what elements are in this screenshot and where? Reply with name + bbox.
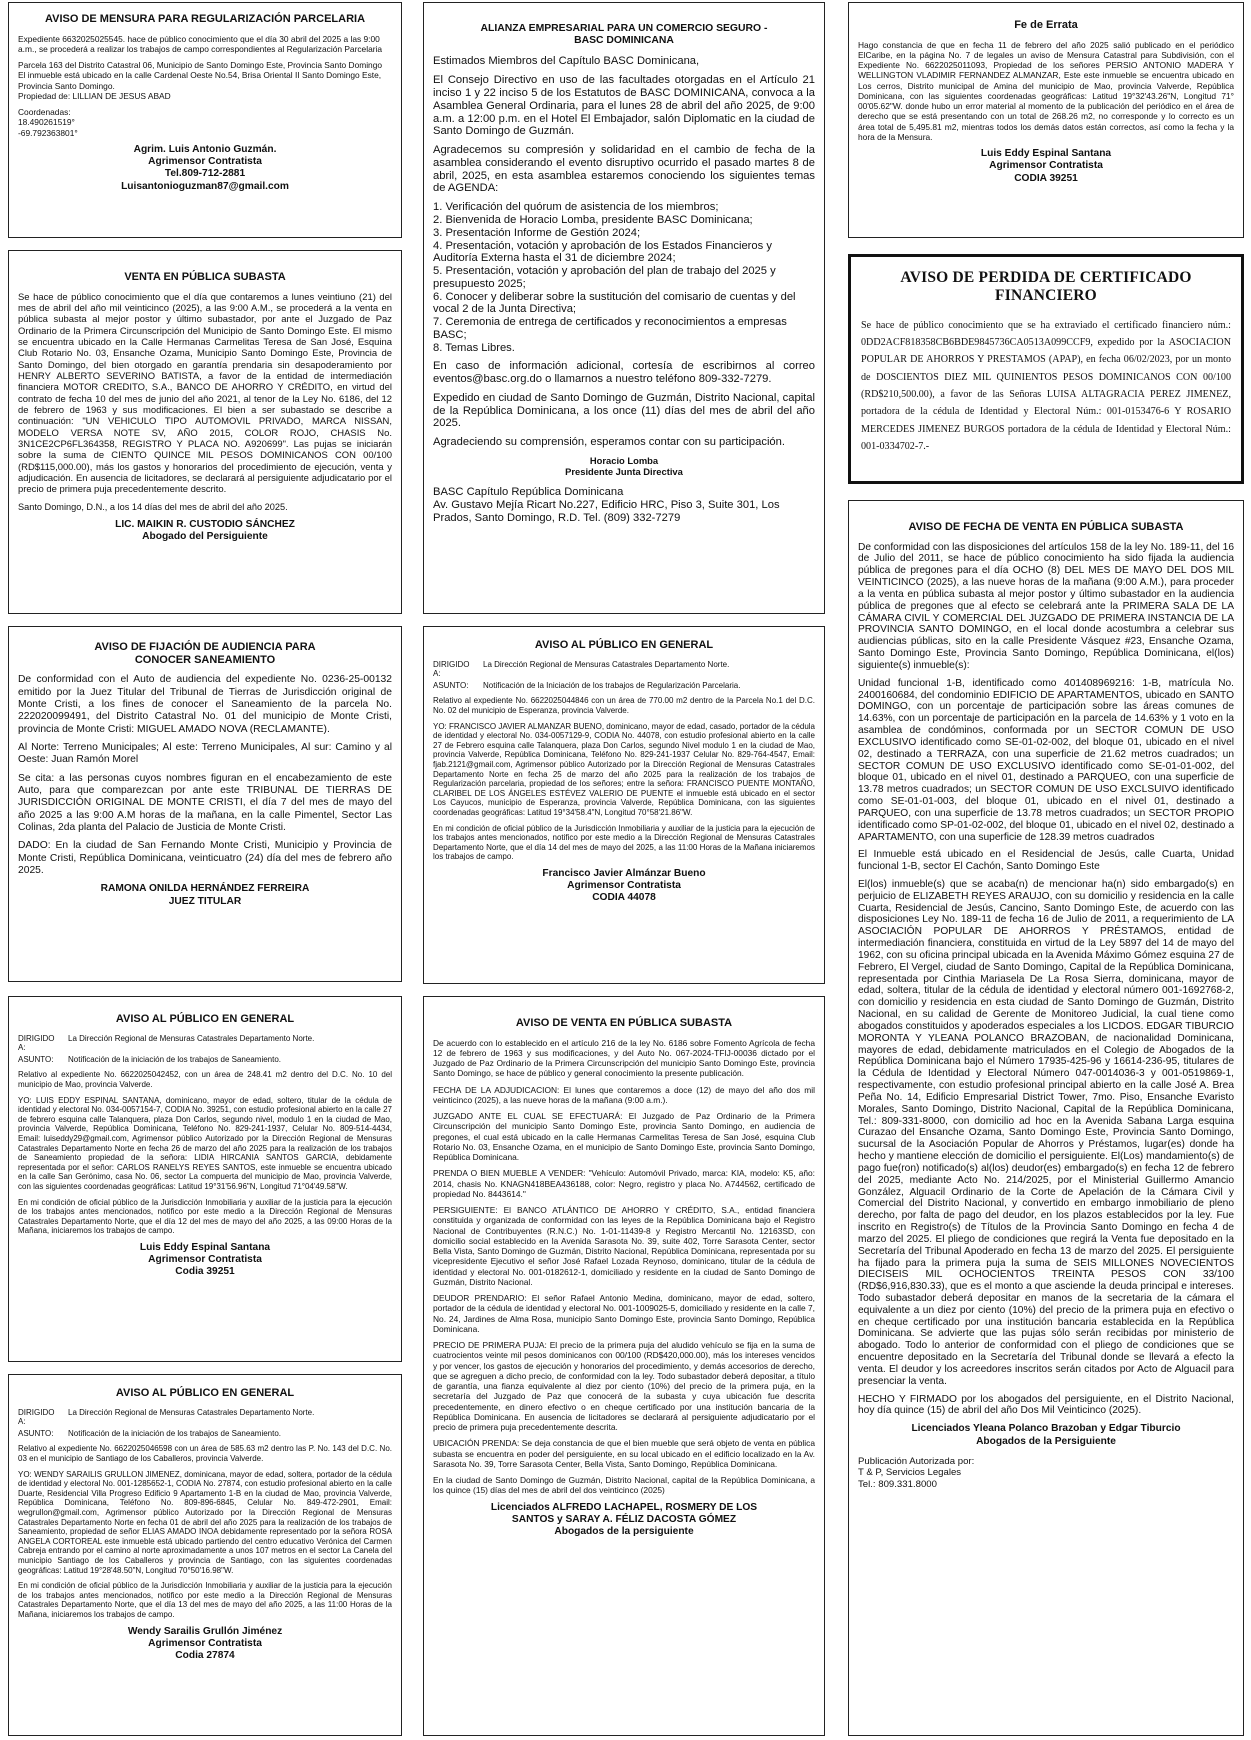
notice-paragraph: Unidad funcional 1-B, identificado como 401408969216: 1-B, matrícula No. 2400160684, del condominio EDIFICIO DE APARTAMENTOS, ubicado en SANTO DOMINGO, con un porcentaje de participación sobre las áreas comunes de 14.63%, con un porcentaje de participación en la parcela de 14.63% y 1 voto en la asamblea de condóminos, conformada por un SECTOR COMUN DE USO EXCLUSIVO identificado como SE-01-02-002, del bloque 01, ubicado en el nivel 02, destinado a TERRAZA, con una superficie de 21.62 metros cuadrados; un SECTOR COMUN DE USO EXCLUSIVO identificado como SE-01-01-002, del bloque 01, ubicado en el nivel 01, destinado a PARQUEO, con una superficie de 13.78 metros cuadrados; un SECTOR COMUN DE USO EXCLSUIVO identificado como SE-01-01-003, del bloque 01, ubicado en el nivel 01, destinado a PARQUEO, con una superficie de 13.78 metros cuadrados; un SECTOR PROPIO identificado como SP-01-02-002, del bloque 01, ubicado en el nivel 02, destinado a APARTAMENTO, con una superficie de 128.39 metros cuadrados bbox=[858, 677, 1234, 843]
notice-title: Fe de Errata bbox=[1014, 19, 1078, 31]
notice-title: AVISO DE MENSURA PARA REGULARIZACIÓN PARCELARIA bbox=[44, 13, 366, 25]
notice-paragraph: En caso de información adicional, cortesía de escribirnos al correo eventos@basc.org.do o llamarnos a nuestro teléfono 809-332-7279. bbox=[433, 360, 815, 386]
subject-label: ASUNTO: bbox=[433, 680, 469, 690]
notice-paragraph: Relativo al expediente No. 6622025044846 con un área de 770.00 m2 dentro de la Parcela No.1 del D.C. No. 02 del municipio de Esperanza, provincia Valverde. bbox=[433, 696, 815, 716]
notice-paragraph: Agradeciendo su comprensión, esperamos contar con su participación. bbox=[433, 436, 785, 449]
notice-paragraph: PRECIO DE PRIMERA PUJA: El precio de la primera puja del aludido vehículo se fija en la suma de cuatrocientos veinte mil pesos dominicanos con 00/100 (RD$420,000.00), más los intereses vencidos y por vencer, los gastos de ejecución y honorarios del procedimiento, y demás accesorios de derecho, que se agreguen a dicho precio, de conformidad con la ley. Todo subastador deberá depositar, a título de garantía, una fianza equivalente al diez por ciento (10%) del precio de la primera puja, en la secretaría del Juzgado de Paz que conocerá de la subasta y cuya ubicación fue descrita precedentemente, en dinero efectivo o en cheque certificado por una institución bancaria de la República Dominicana. En ausencia de licitadores se declarará al persiguiente adjudicatario por el precio de primera puja precedentemente descrita. bbox=[433, 1340, 815, 1433]
notice-paragraph: PRENDA O BIEN MUEBLE A VENDER: "Vehículo: Automóvil Privado, marca: KIA, modelo: K5, año: 2014, chasis No. KNAGN418BEA436188, color: Negro, registro y placa No. A744562, certificado de propiedad No. 8443614." bbox=[433, 1168, 815, 1199]
notice-title: AVISO DE FIJACIÓN DE AUDIENCIA PARA CONOCER SANEAMIENTO bbox=[94, 641, 316, 666]
subject-value: Notificación de la iniciación de los trabajos de Saneamiento. bbox=[68, 1054, 282, 1064]
notice-paragraph: El Inmueble está ubicado en el Residencial de Jesús, calle Cuarta, Unidad funcional 1-B, sector El Cachón, Santo Domingo Este bbox=[858, 849, 1234, 873]
notice-greeting: Estimados Miembros del Capítulo BASC Dominicana, bbox=[433, 54, 700, 67]
notice-signature: RAMONA ONILDA HERNÁNDEZ FERREIRA JUEZ TITULAR bbox=[100, 883, 310, 907]
notice-signature: Luis Eddy Espinal Santana Agrimensor Contratista CODIA 39251 bbox=[980, 148, 1112, 184]
notice-title: AVISO DE FECHA DE VENTA EN PÚBLICA SUBASTA bbox=[908, 521, 1184, 533]
notice-paragraph: HECHO Y FIRMADO por los abogados del persiguiente, en el Distrito Nacional, hoy día quince (15) de abril del año Dos Mil Veinticinco (2025). bbox=[858, 1393, 1234, 1417]
notice-paragraph: UBICACIÓN PRENDA: Se deja constancia de que el bien mueble que será objeto de venta en pública subasta se encuentra en poder del persiguiente, en su local ubicado en el edificio localizado en la Av. Sarasota No. 39, Torre Sarasota Center, Bella Vista, Santo Domingo, República Dominicana. bbox=[433, 1438, 815, 1469]
subject-value: Notificación de la iniciación de los trabajos de Saneamiento. bbox=[68, 1428, 282, 1438]
notice-fecha-venta-subasta bbox=[848, 500, 1244, 1736]
notice-addressee bbox=[18, 1408, 392, 1427]
notice-paragraph: PERSIGUIENTE: El BANCO ATLÁNTICO DE AHORRO Y CRÉDITO, S.A., entidad financiera constituida y organizada de conformidad con las leyes de la República Dominicana bajo el Registro Nacional de Contribuyentes (R.N.C.) No. 1-01-11439-8 y Registro Mercantil No. 12163SD, con domicilio social establecido en la Avenida Sarasota No. 39, suite 402, Torre Sarasota Center, sector Bella Vista, Santo Domingo de Guzmán, Distrito Nacional, República Dominicana, representada por su vicepresidente Ejecutivo el señor José Rafael Lozada Reynoso, dominicano, titular de la cédula de identidad y electoral No. 001-0182612-1, domiciliado y residente en la ciudad de Santo Domingo de Guzmán, Distrito Nacional. bbox=[433, 1205, 815, 1287]
notice-subject bbox=[18, 1429, 392, 1439]
notice-signature: Licenciados Yleana Polanco Brazoban y Edgar Tiburcio Abogados de la Persiguiente bbox=[911, 1423, 1181, 1447]
notice-paragraph: JUZGADO ANTE EL CUAL SE EFECTUARÁ: El Juzgado de Paz Ordinario de la Primera Circunscripción del municipio Santo Domingo Este, provincia Santo Domingo, en audiencia de pregones, el cual está ubicado en la calle Hermanas Carmelitas Teresa de San José, esquina Club Rotario No. 03, Ensanche Ozama, en el municipio de Santo Domingo Este, provincia Santo Domingo, República Dominicana. bbox=[433, 1111, 815, 1163]
notice-coordinates: Coordenadas: 18.490261519° -69.792363801° bbox=[18, 107, 78, 138]
notice-perdida-certificado bbox=[848, 254, 1244, 484]
notice-aviso-publico-esperanza bbox=[423, 626, 825, 984]
notice-aviso-publico-santiago bbox=[8, 1374, 402, 1736]
notice-venta-publica-subasta bbox=[8, 250, 402, 614]
notice-title: AVISO AL PÚBLICO EN GENERAL bbox=[115, 1387, 295, 1399]
notice-paragraph: De conformidad con las disposiciones del artículos 158 de la ley No. 189-11, del 16 de Julio del 2011, se hace de público conocimiento ha sido fijada la audiencia pública de pregones para el día OCHO (8) DEL MES DE MAYO DEL DOS MIL VEINTICINCO (2025), a las nueve horas de la mañana (9:00 A.M.), para proceder a la venta en pública subasta al mejor postor y último subastador en la audiencia pública de pregones que al efecto se celebrará ante la PRIMERA SALA DE LA CÁMARA CIVIL Y COMERCIAL DEL JUZGADO DE PRIMERA INSTANCIA DE LA PROVINCIA SANTO DOMINGO, en el local donde acostumbra a celebrar sus audiencias públicas, sito en la calle Presidente Vásquez #23, Ensanche Ozama, Santo Domingo Este, Provincia Santo Domingo, República Dominicana, el(los) siguiente(s) inmueble(s): bbox=[858, 541, 1234, 671]
notice-paragraph: FECHA DE LA ADJUDICACION: El lunes que contaremos a doce (12) de mayo del año dos mil veinticinco (2025), a las nueve horas de la mañana (9:00 a.m.). bbox=[433, 1084, 815, 1105]
notice-title: AVISO AL PÚBLICO EN GENERAL bbox=[534, 639, 714, 651]
notice-signature: Luis Eddy Espinal Santana Agrimensor Contratista Codia 39251 bbox=[139, 1241, 271, 1278]
notice-paragraph: De acuerdo con lo establecido en el artículo 216 de la ley No. 6186 sobre Fomento Agrícola de fecha 12 de febrero de 1963 y sus modificaciones, y del Auto No. 067-2024-TFIJ-00036 dictado por el Juzgado de Paz Ordinario de la Primera Circunscripción del municipio Santo Domingo Este, provincia Santo Domingo, se hace de público y general conocimiento la presente publicación. bbox=[433, 1037, 815, 1079]
notice-paragraph: YO: FRANCISCO JAVIER ALMANZAR BUENO, dominicano, mayor de edad, casado, portador de la cédula de identidad y electoral No. 034-0057129-9, CODIA No. 44078, con estudio profesional abierto en la calle 27 de Febrero esquina calle Talanquera, plaza Don Carlos, segundo Nivel modulo 1 en la ciudad de Mao, provincia Valverde, República Dominicana, Teléfono No. 829-241-1937 Celular No. 829-764-4547, Email: fjab.2121@gmail.com, Agrimensor público Autorizado por la Dirección Regional de Mensuras Catastrales Departamento Norte en fecha 25 de marzo del año 2025 para la realización de los trabajos de Regularización parcelaria, propiedad de los señores; entre la señora: FRANCISCO PUENTE MONTAÑO, CLARIBEL DE LOS ÁNGELES ESTÉVEZ VALERIO DE PUENTE el inmueble está ubicado en el sector Los Cayucos, municipio de Esperanza, provincia Valverde, República Dominicana, con las siguientes coordenadas geográficas: Latitud 19°34'58.4"N, Longitud 70°58'21.86"W. bbox=[433, 721, 815, 817]
addressee-label: DIRIGIDO A: bbox=[18, 1033, 55, 1053]
notice-addressee bbox=[433, 660, 815, 679]
addressee-value: La Dirección Regional de Mensuras Catastrales Departamento Norte. bbox=[68, 1033, 315, 1043]
notice-footer: Publicación Autorizada por: T & P, Servicios Legales Tel.: 809.331.8000 bbox=[858, 1455, 975, 1490]
notice-title: AVISO DE PERDIDA DE CERTIFICADO FINANCIERO bbox=[900, 269, 1192, 304]
notice-paragraph: DEUDOR PRENDARIO: El señor Rafael Antonio Medina, dominicano, mayor de edad, soltero, portador de la cédula de identidad y electoral No. 001-1009025-5, domiciliado y residente en la calle 7, No. 24, Jardines de Alma Rosa, municipio Santo Domingo Este, provincia Santo Domingo, República Dominicana. bbox=[433, 1293, 815, 1334]
notice-paragraph: Expedido en ciudad de Santo Domingo de Guzmán, Distrito Nacional, capital de la República Dominicana, a los once (11) días del mes de abril del año 2025. bbox=[433, 391, 815, 430]
notice-paragraph: En mi condición de oficial público de la Jurisdicción Inmobiliaria y auxiliar de la justicia para la ejecución de los trabajos antes mencionados, notifico por este medio a la Dirección Regional de Mensuras Catastrales Departamento Norte, que el día 13 del mes de mayo del año 2025, a las 11:00 Horas de la Mañana, iniciaremos los trabajos de campo. bbox=[18, 1581, 392, 1619]
notice-paragraph: Se hace de público conocimiento que el día que contaremos a lunes veintiuno (21) del mes de abril del año mil veinticinco (2025), a las 9:00 A.M., se procederá a la venta en pública subasta al mejor postor y último subastador, por ante el Juzgado de Paz Ordinario de la Primera Circunscripción del Municipio de Santo Domingo Este. El mismo se encuentra ubicado en la Calle Hermanas Carmelitas Teresa de San José, Esquina Club Rotario No. 03, Ensanche Ozama, Municipio Santo Domingo Este, Provincia de Santo Domingo, del bien otorgado en garantía prendaria sin desapoderamiento por HENRY ALBERTO SEVERINO BATISTA, a favor de la entidad de intermediación financiera MOTOR CREDITO, S.A., BANCO DE AHORRO Y CRÉDITO, en virtud del contrato de fecha 10 del mes de junio del año 2021, al tenor de la Ley No. 6186, del 12 de febrero de 1963 y sus modificaciones. El bien a ser subastado se describe a continuación: "UN VEHICULO TIPO AUTOMOVIL PRIVADO, MARCA NISSAN, MODELO VERSA NOTE SV, AÑO 2015, COLOR ROJO, CHASIS No. 3N1CE2CP6FL364358, REGISTRO Y PLACA NO. A920699". Las pujas se iniciarán sobre la suma de CIENTO QUINCE MIL PESOS DOMINICANOS CON 00/100 (RD$115,000.00), más los gastos y honorarios del procedimiento de ejecución, venta y adjudicación. En ausencia de licitadores, se declarará al persiguiente adjudicatario por el precio de primera puja precedentemente descrito. bbox=[18, 291, 392, 496]
notice-title: ALIANZA EMPRESARIAL PARA UN COMERCIO SEGURO - BASC DOMINICANA bbox=[480, 23, 768, 46]
notice-paragraph: En mi condición de oficial público de la Jurisdicción Inmobiliaria y auxiliar de la justicia para la ejecución de los trabajos antes mencionados, notifico por este medio a la Dirección Regional de Mensuras Catastrales Departamento Norte, que el día 14 del mes de mayo del 2025, a las 11:00 Horas de la Mañana iniciaremos los trabajos de campo. bbox=[433, 823, 815, 862]
notice-paragraph: Al Norte: Terreno Municipales; Al este: Terreno Municipales, Al sur: Camino y al Oeste: Juan Ramón Morel bbox=[18, 742, 392, 766]
notice-paragraph: Se hace de público conocimiento que se ha extraviado el certificado financiero núm.: 0DD2ACF818358CB6BDE9845736CA0513A099CCF9, expedido por la ASOCIACION POPULAR DE AHORROS Y PRESTAMOS (APAP), en fecha 06/02/2023, por un monto de DOSCIENTOS DIEZ MIL QUINIENTOS PESOS DOMINICANOS CON 00/100 (RD$210,500.00), a favor de las Señoras LUISA ALTAGRACIA PEREZ JIMENEZ, portadora de la cédula de Identidad y Electoral Núm.: 001-0153476-6 Y ROSARIO MERCEDES JIMENEZ BURGOS portadora de la cédula de Identidad y Electoral Núm.: 001-0334702-7.- bbox=[861, 319, 1231, 453]
notice-addressee bbox=[18, 1034, 392, 1053]
notice-paragraph: Se cita: a las personas cuyos nombres figuran en el encabezamiento de este Auto, para que comparezcan por ante este TRIBUNAL DE TIERRAS DE JURISDICCIÓN ORIGINAL DE MONTE CRISTI, el día 7 del mes de mayo del año 2025 a las 9:00 A.M horas de la mañana, en la calle Pimentel, Sector Las Colinas, 2da planta del Palacio de Justicia de Monte Cristi. bbox=[18, 772, 392, 834]
notice-basc-asamblea bbox=[423, 2, 825, 614]
subject-value: Notificación de la Iniciación de los trabajos de Regularización Parcelaria. bbox=[483, 680, 741, 690]
notice-aviso-venta-subasta-kia bbox=[423, 996, 825, 1736]
notice-footer: BASC Capítulo República Dominicana Av. Gustavo Mejía Ricart No.227, Edificio HRC, Piso 3, Suite 301, Los Prados, Santo Domingo, R.D. Tel. (809) 332-7279 bbox=[433, 485, 780, 525]
notice-paragraph: En la ciudad de Santo Domingo de Guzmán, Distrito Nacional, capital de la República Dominicana, a los quince (15) días del mes de abril del dos veinticinco (2025) bbox=[433, 1475, 815, 1496]
notice-paragraph: YO: WENDY SARAILIS GRULLON JIMENEZ, dominicana, mayor de edad, soltera, portador de la cédula de identidad y electoral No. 001-1285652-1, CODIA No. 27874, con estudio profesional abierto en la calle Duarte, Residencial Villa Progreso Edificio 9 Apartamento 1-B en la ciudad de Mao, provincia Valverde, República Dominicana, Teléfono No. 809-896-6845, Celular No. 849-472-2901, Email: wegrullon@gmail.com, Agrimensor público Autorizado por la Dirección Regional de Mensuras Catastrales Departamento Norte en fecha 01 de abril del año 2025 para la realización de los trabajos de Saneamiento, propiedad de señor ELIAS AMADO INOA debidamente representado por la señora ROSA ANGELA CORTOREAL este inmueble está ubicado partiendo del centro educativo Verónica del Carmen Cabreja entrando por el camino al norte aproximadamente a unos 107 metros en el sector La Canela del municipio Santiago de los Caballeros y provincia de Santiago, con las siguientes coordenadas geográficas: Latitud 19°28'48.50"N, Longitud 70°50'16.98"W. bbox=[18, 1469, 392, 1575]
notice-paragraph: Agradecemos su compresión y solidaridad en el cambio de fecha de la asamblea considerando el evento disruptivo ocurrido el pasado martes 8 de abril, 2025, en esta asamblea estaremos conociendo los siguientes temas de AGENDA: bbox=[433, 144, 815, 195]
notice-fijacion-audiencia bbox=[8, 626, 402, 982]
notice-title: AVISO DE VENTA EN PÚBLICA SUBASTA bbox=[515, 1017, 733, 1029]
notice-paragraph: Relativo al expediente No. 6622025046598 con un área de 585.63 m2 dentro las P. No. 143 del D.C. No. 03 en el municipio de Santiago de los Caballeros, provincia Valverde. bbox=[18, 1444, 392, 1464]
notice-subject bbox=[18, 1055, 392, 1065]
agenda-list: 1. Verificación del quórum de asistencia de los miembros; 2. Bienvenida de Horacio Lomba, presidente BASC Dominicana; 3. Presentación Informe de Gestión 2024; 4. Presentación, votación y aprobación de los Estados Financieros y Auditoría Externa hasta el 31 de diciembre 2024; 5. Presentación, votación y aprobación del plan de trabajo del 2025 y presupuesto 2025; 6. Conocer y deliberar sobre la sustitución del comisario de cuentas y del vocal 2 de la Junta Directiva; 7. Ceremonia de entrega de certificados y reconocimientos a empresas BASC; 8. Temas Libres. bbox=[433, 201, 796, 354]
notice-paragraph: Relativo al expediente No. 6622025042452, con un área de 248.41 m2 dentro del D.C. No. 10 del municipio de Mao, provincia Valverde. bbox=[18, 1070, 392, 1090]
notice-aviso-publico-mao bbox=[8, 996, 402, 1362]
notice-paragraph: El(los) inmueble(s) que se acaba(n) de mencionar ha(n) sido embargado(s) en perjuicio de ELIZABETH REYES ARAUJO, con su domicilio y residencia en la calle Cuarta, Residencial de Jesús, Cancino, Santo Domingo Este, de acuerdo con las disposiciones Ley No. 189-11 de fecha 16 de Julio de 2011, a requerimiento de LA ASOCIACIÓN POPULAR DE AHORROS Y PRÉSTAMOS, entidad de intermediación financiera, constituida en virtud de la Ley 5897 del 14 de mayo del 1962, con su oficina principal ubicada en la Avenida Máximo Gómez esquina 27 de Febrero, El Vergel, ciudad de Santo Domingo, Capital de la República Dominicana, representada por Cinthia Mariasela De La Rosa Sierra, dominicana, mayor de edad, soltera, titular de la cédula de identidad y electoral número 001-1692768-2, con domicilio y residencia en esta ciudad de Santo Domingo de Guzmán, Distrito Nacional, en su calidad de Gerente de Monitoreo Judicial, la cual tiene como abogados constituidos y apoderados especiales a los LICDOS. EDGAR TIBURCIO MORONTA Y YLEANA POLANCO BRAZOBAN, de nacionalidad Dominicana, mayores de edad, debidamente matriculados en el Colegio de Abogados de la República Dominicana bajo el Número 17935-425-96 y 16614-236-95, titulares de la Cédula de Identidad y Electoral Número 047-0014036-3 y 001-0519869-1, respectivamente, con estudio profesional principal abierto en la calle José A. Brea Peña No. 14, Edificio Empresarial District Tower, 7mo. Piso, Ensanche Evaristo Morales, Santo Domingo, Distrito Nacional, Capital de la República Dominicana, Tel.: 809-331-8000, con domicilio ad hoc en la Avenida Sabana Larga esquina Curazao del Ensanche Ozama, Santo Domingo Este, Provincia Santo Domingo, sucursal de la Asociación Popular de Ahorros y Préstamos, lugar(es) donde ha hecho y mantiene elección de domicilio el persiguiente. El(Los) mandamiento(s) de pago fue(ron) notificado(s) al(los) deudor(es) embargado(s) en fecha 12 de febrero del 2025, mediante Acto No. 214/2025, por el Ministerial Guillermo Amancio González, Alguacil Ordinario de la Corte de Apelación de la Cámara Civil y Comercial del Distrito Nacional, y convertido en embargo inmobiliario de pleno derecho, por falta de pago del deudor, en los plazos establecidos por la ley. Fue inscrito en Registro(s) de Títulos de la Provincia Santo Domingo en fecha 4 de marzo del 2025. El pliego de condiciones que regirá la Venta fue depositado en la Secretaría del Tribunal Apoderado en fecha 13 de marzo del 2025. El persiguiente ha fijado para la primera puja la suma de SEIS MILLONES NOVECIENTOS DIECISEIS MIL OCHOCIENTOS TREINTA PESOS CON 33/100 (RD$6,916,830.33), que es el monto a que asciende la deuda principal e intereses. Todo subastador deberá depositar en manos de la secretaria de la cámara el equivalente a un diez por ciento (10%) del precio de la primera puja en efectivo o en cheque certificado por una institución bancaria establecida en la República Dominicana. Se advierte que las pujas sólo serán recibidas por ministerio de abogado. Todo lo anterior de conformidad con el pliego de condiciones que se encuentre depositado en la Secretaría del Tribunal donde se llevará a efecto la venta. El deudor y los acreedores inscritos serán citados por Acto de Alguacil para presenciar la venta. bbox=[858, 879, 1234, 1387]
notice-signature: Agrim. Luis Antonio Guzmán. Agrimensor Contratista Tel.809-712-2881 Luisantonioguzman87@gmail.com bbox=[121, 143, 289, 192]
notice-signature: Licenciados ALFREDO LACHAPEL, ROSMERY DE LOS SANTOS y SARAY A. FÉLIZ DACOSTA GÓMEZ Abogados de la persiguiente bbox=[490, 1501, 758, 1538]
notice-date: Santo Domingo, D.N., a los 14 días del mes de abril del año 2025. bbox=[18, 501, 288, 512]
notice-paragraph: YO: LUIS EDDY ESPINAL SANTANA, dominicano, mayor de edad, soltero, titular de la cédula de identidad y electoral No. 034-0057154-7, CODIA No. 39251, con estudio profesional abierto en la calle 27 de febrero esquina calle Talanquera, plaza Don Carlos, segundo nivel, modulo 1 en la ciudad de Mao, provincia Valverde, República Dominicana, Teléfono No. 829-241-1937, Celular No. 809-514-4434, Email: luiseddy29@gmail.com, Agrimensor público Autorizado por la Dirección Regional de Mensuras Catastrales Departamento Norte en fecha 26 de marzo del año 2025 para la realización de los trabajos de Saneamiento propiedad de la señora: LIDIA HIRCANIA SANTOS GARCIA, debidamente representada por el señor: CARLOS RANELYS REYES SANTOS, este inmueble se encuentra ubicado en la calle San Gerónimo, casa No. 06, sector La compuerta del municipio de Mao, provincia Valverde, con las siguientes coordenadas geográficas: Latitud 19°31'56.96"N, Longitud 71°04'49.58"W. bbox=[18, 1095, 392, 1191]
notice-signature: LIC. MAIKIN R. CUSTODIO SÁNCHEZ Abogado del Persiguiente bbox=[115, 518, 295, 543]
notice-signature: Francisco Javier Almánzar Bueno Agrimensor Contratista CODIA 44078 bbox=[542, 867, 706, 904]
addressee-label: DIRIGIDO A: bbox=[18, 1407, 55, 1427]
notice-signature: Horacio Lomba Presidente Junta Directiva bbox=[565, 455, 683, 478]
notice-paragraph: En mi condición de oficial público de la Jurisdicción Inmobiliaria y auxiliar de la justicia para la ejecución de los trabajos antes mencionados, notifico por este medio a la Dirección Regional de Mensuras Catastrales Departamento Norte, que el día 12 del mes de mayo del año 2025, a las 09:00 Horas de la Mañana, iniciaremos los trabajos de campo. bbox=[18, 1197, 392, 1236]
notice-paragraph: El Consejo Directivo en uso de las facultades otorgadas en el Artículo 21 inciso 1 y 22 inciso 5 de los Estatutos de BASC DOMINICANA, convoca a la Asamblea General Ordinaria, para el lunes 28 de abril del año 2025, de 9:00 a.m. a 12:00 p.m. en el Hotel El Embajador, salón Diplomatic en la ciudad de Santo Domingo de Guzmán. bbox=[433, 74, 815, 138]
notice-subject bbox=[433, 681, 815, 691]
notice-paragraph: Parcela 163 del Distrito Catastral 06, Municipio de Santo Domingo Este, Provincia Santo Domingo El inmueble está ubicado en la calle Cardenal Oeste No.54, Brisa Oriental II Santo Domingo Este, Provincia Santo Domingo. Propiedad de: LILLIAN DE JESUS ABAD bbox=[18, 60, 383, 101]
subject-label: ASUNTO: bbox=[18, 1054, 54, 1064]
subject-label: ASUNTO: bbox=[18, 1428, 54, 1438]
notice-mensura-regularizacion bbox=[8, 2, 402, 238]
notice-title: VENTA EN PÚBLICA SUBASTA bbox=[124, 271, 286, 283]
notice-signature: Wendy Sarailis Grullón Jiménez Agrimensor Contratista Codia 27874 bbox=[127, 1625, 283, 1661]
addressee-value: La Dirección Regional de Mensuras Catastrales Departamento Norte. bbox=[68, 1407, 315, 1417]
notice-paragraph: De conformidad con el Auto de audiencia del expediente No. 0236-25-00132 emitido por la Juez Titular del Tribunal de Tierras de Jurisdicción original de Monte Cristi, a los fines de conocer el Saneamiento de la parcela No. 222020099491, del Distrito Catastral No. 01 del municipio de Monte Cristi, provincia de Monte Cristi: MIGUEL AMADO NOVA (RECLAMANTE). bbox=[18, 674, 392, 735]
notice-fe-de-errata bbox=[848, 2, 1244, 238]
addressee-value: La Dirección Regional de Mensuras Catastrales Departamento Norte. bbox=[483, 659, 730, 669]
notice-title: AVISO AL PÚBLICO EN GENERAL bbox=[115, 1013, 295, 1025]
notice-paragraph: Expediente 6632025025545. hace de público conocimiento que el día 30 abril del 2025 a las 9:00 a.m., se procederá a realizar los trabajos de campo correspondientes al Regularización Parcelaria bbox=[18, 33, 383, 54]
notice-paragraph: DADO: En la ciudad de San Fernando Monte Cristi, Municipio y Provincia de Monte Cristi, República Dominicana, veinticuatro (24) día del mes de febrero año 2025. bbox=[18, 840, 392, 877]
addressee-label: DIRIGIDO A: bbox=[433, 659, 470, 679]
notice-paragraph: Hago constancia de que en fecha 11 de febrero del año 2025 salió publicado en el periódico ElCaribe, en la página No. 7 de legales un aviso de Mensura Catastral para Subdivisión, con el Expediente No. 6622025011093, Propiedad de los señores PERSIO ANTONIO MADERA Y WELLINGTON VLADIMIR FERNANDEZ ALMANZAR, Este este inmueble se encuentra ubicado en Los cerros, Distrito municipal de Amina del municipio de Mao, provincia Valverde, República Dominicana, con las siguientes coordenadas geográficas: Latitud 19°32'43.26"N, Longitud 71° 00'05.62"W. donde hubo un error material al momento de la publicación del periódico en el área de derecho que se está presentando con un total de 268.26 m2, no corresponde y lo correcto es un área total de 5,495.81 m2, mientras todos los demás datos están correctos, así como la fecha y la hora de la Mensura. bbox=[858, 39, 1234, 142]
